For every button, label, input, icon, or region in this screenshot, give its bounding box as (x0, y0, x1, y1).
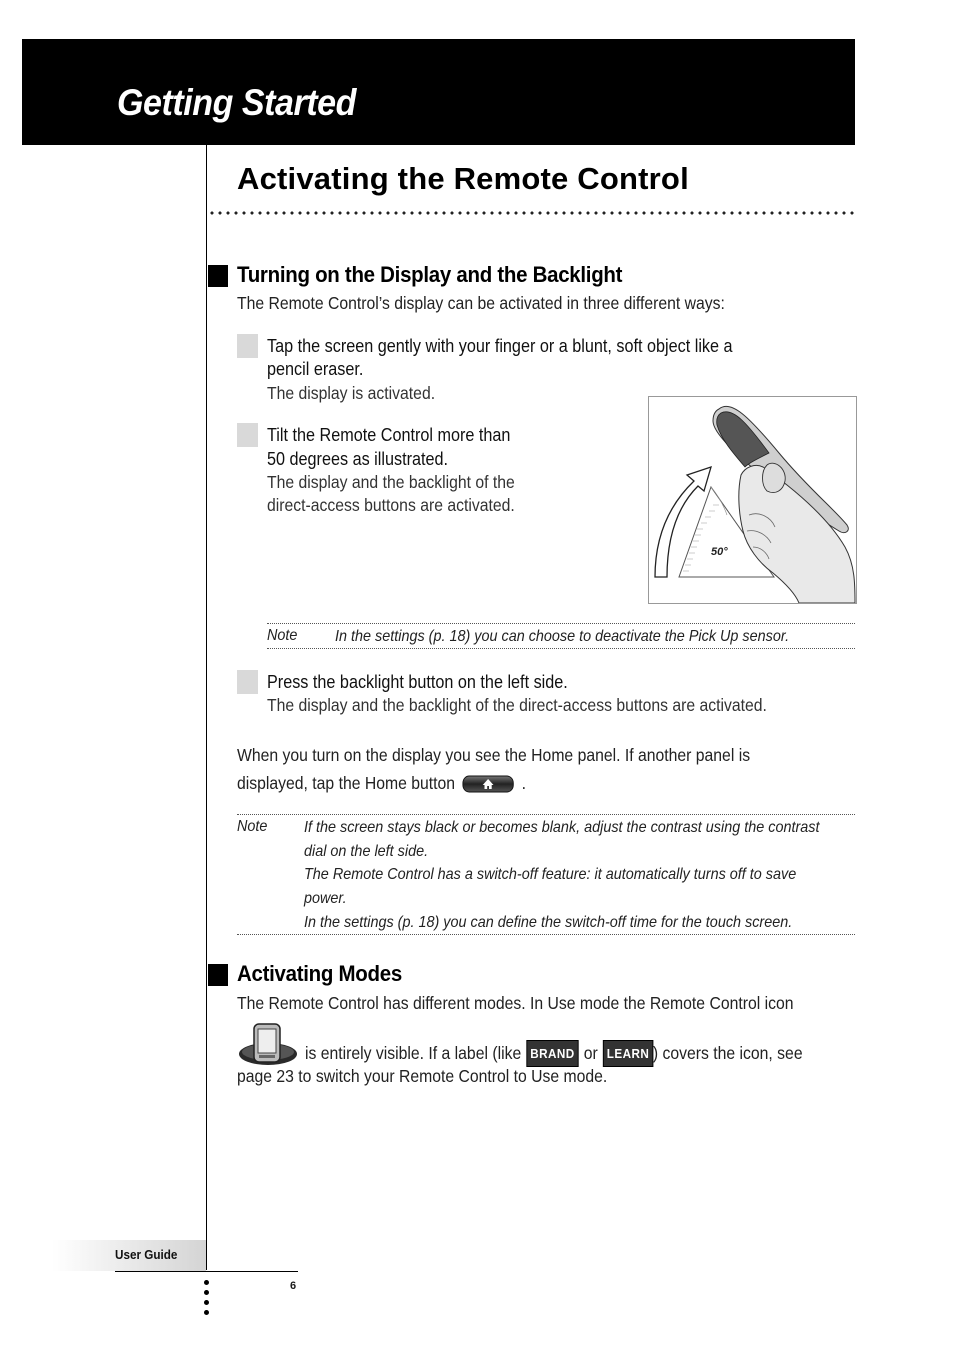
step-1-instruction: Tap the screen gently with your finger or a blunt, soft object like a (267, 336, 733, 356)
modes-line2-text: is entirely visible. If a label (like (305, 1043, 522, 1063)
footer-dots (204, 1280, 209, 1320)
chapter-title: Getting Started (117, 82, 356, 123)
step-2-instruction: Tilt the Remote Control more than (267, 425, 511, 445)
step-2-result-cont: direct-access buttons are activated. (267, 495, 515, 515)
learn-label-badge: LEARN (603, 1040, 653, 1067)
home-paragraph-period: . (521, 773, 527, 793)
home-button-icon (462, 774, 514, 794)
angle-label: 50° (711, 546, 728, 558)
page-title: Activating the Remote Control (237, 161, 689, 196)
home-paragraph-line2 (237, 772, 526, 795)
margin-rule (206, 145, 207, 1270)
note-label: Note (267, 627, 298, 644)
note-rule-top (237, 814, 855, 815)
note-line: dial on the left side. (304, 843, 429, 860)
note-rule-bottom (267, 648, 855, 649)
step-marker (237, 670, 258, 694)
home-paragraph-text: displayed, tap the Home button (237, 773, 456, 793)
brand-label-badge: BRAND (527, 1040, 579, 1067)
section-marker (208, 964, 228, 986)
note-line: power. (304, 890, 347, 907)
tilt-illustration (648, 396, 857, 604)
step-2-instruction-cont: 50 degrees as illustrated. (267, 449, 449, 469)
step-2-result: The display and the backlight of the (267, 472, 515, 492)
home-paragraph-line1: When you turn on the display you see the Home panel. If another panel is (237, 745, 751, 765)
step-marker (237, 423, 258, 447)
step-1-result: The display is activated. (267, 383, 436, 403)
step-marker (237, 334, 258, 358)
section-intro: The Remote Control’s display can be activated in three different ways: (237, 293, 725, 313)
note-text: In the settings (p. 18) you can choose to deactivate the Pick Up sensor. (335, 628, 790, 645)
page-number: 6 (290, 1280, 297, 1292)
modes-line3: page 23 to switch your Remote Control to Use mode. (237, 1066, 608, 1086)
note-line: If the screen stays black or becomes blank, adjust the contrast using the contrast (304, 819, 820, 836)
step-3-instruction: Press the backlight button on the left side. (267, 672, 568, 692)
note-rule-top (267, 623, 855, 624)
dotted-divider (208, 210, 856, 216)
modes-line1: The Remote Control has different modes. In Use mode the Remote Control icon (237, 993, 794, 1013)
note-line: In the settings (p. 18) you can define the switch-off time for the touch screen. (304, 914, 793, 931)
section-marker (208, 265, 228, 287)
remote-control-icon (237, 1022, 299, 1068)
step-1-instruction-cont: pencil eraser. (267, 359, 364, 379)
modes-line2 (305, 1040, 803, 1067)
footer-rule (115, 1271, 298, 1272)
hand-tilt-remote-icon (649, 397, 856, 603)
step-3-result: The display and the backlight of the direct-access buttons are activated. (267, 695, 767, 715)
note-line: The Remote Control has a switch-off feature: it automatically turns off to save (304, 866, 797, 883)
note-rule-bottom (237, 934, 855, 935)
modes-line2-or: or (583, 1043, 598, 1063)
section-title-modes: Activating Modes (237, 961, 402, 986)
modes-line2-cont: ) covers the icon, see (652, 1043, 803, 1063)
note-label: Note (237, 818, 268, 835)
footer-label: User Guide (115, 1247, 178, 1262)
section-title-display: Turning on the Display and the Backlight (237, 262, 623, 287)
